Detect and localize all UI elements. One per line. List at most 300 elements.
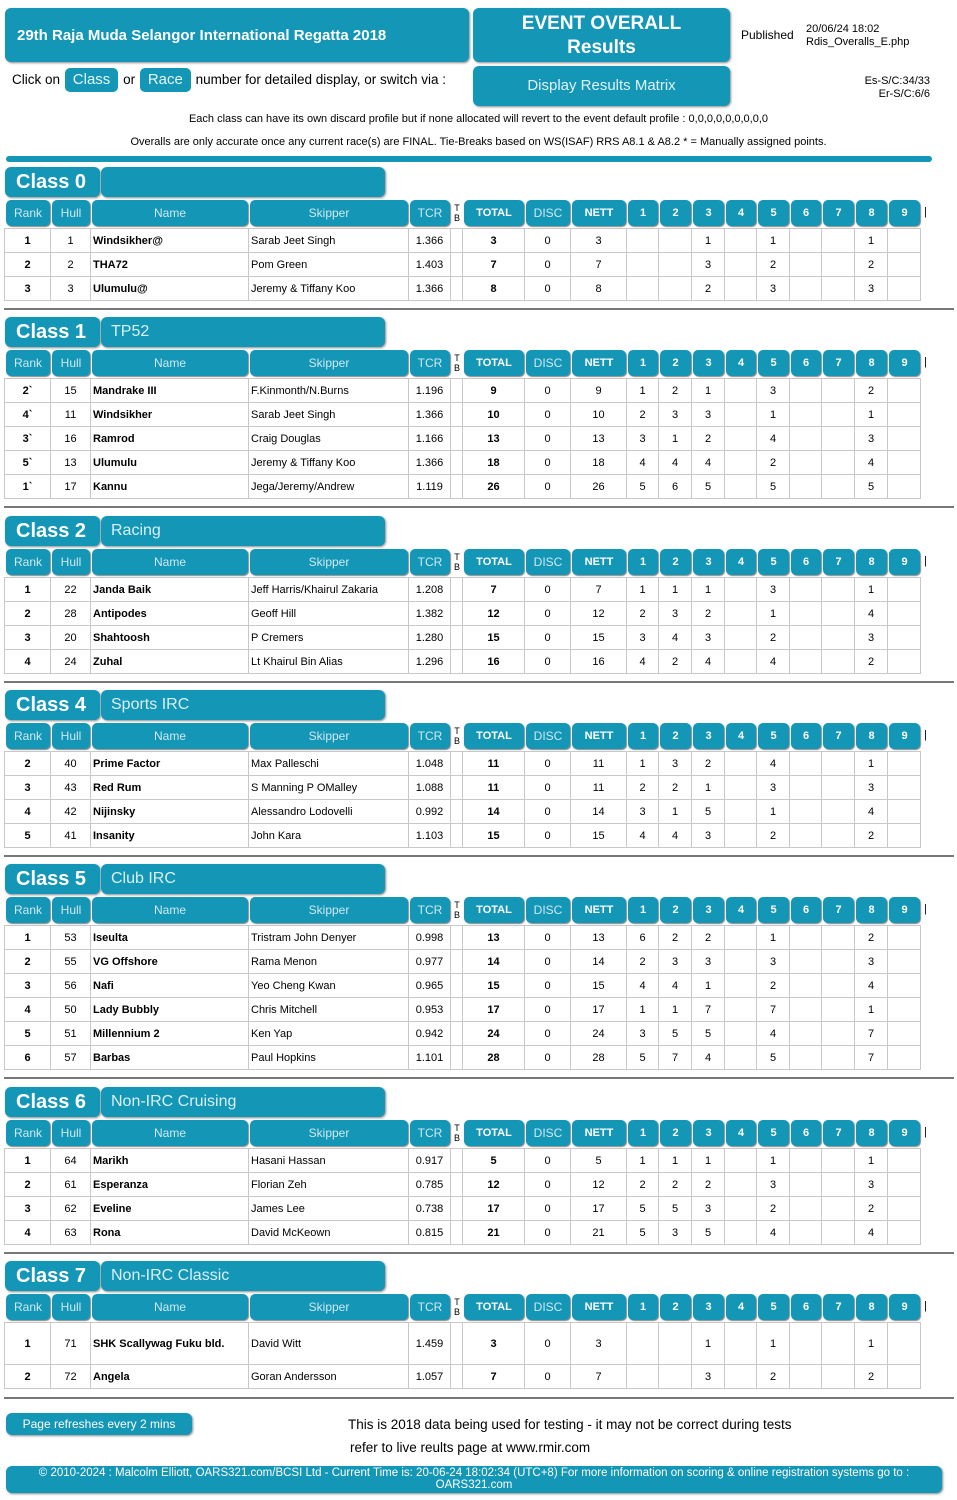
rank-header: Rank — [6, 723, 50, 749]
total-cell: 12 — [463, 602, 525, 626]
race-result-cell: 2 — [757, 974, 790, 998]
boat-name[interactable]: Angela — [91, 1365, 249, 1389]
race-result-cell: 2 — [692, 602, 725, 626]
tcr-header: TCR — [410, 1120, 450, 1146]
disc-cell: 0 — [525, 1365, 571, 1389]
tcr-cell: 1.366 — [409, 403, 451, 427]
class-number-button[interactable]: Class 4 — [5, 690, 100, 720]
tcr-cell: 1.382 — [409, 602, 451, 626]
race-1-header[interactable]: 1 — [628, 723, 658, 749]
total-cell: 3 — [463, 1323, 525, 1365]
boat-name[interactable]: Rona — [91, 1221, 249, 1245]
rank-cell: 4` — [5, 403, 51, 427]
race-7-header[interactable]: 7 — [823, 350, 854, 376]
race-result-cell: 7 — [659, 1046, 692, 1070]
race-8-header[interactable]: 8 — [856, 1294, 887, 1320]
total-cell: 15 — [463, 626, 525, 650]
boat-name[interactable]: Shahtoosh — [91, 626, 249, 650]
race-result-cell — [790, 776, 822, 800]
race-result-cell: 4 — [692, 1046, 725, 1070]
race-8-header[interactable]: 8 — [856, 200, 887, 226]
tie-break-cell — [451, 950, 463, 974]
skipper-cell: James Lee — [249, 1197, 409, 1221]
race-6-header[interactable]: 6 — [791, 1120, 821, 1146]
rank-cell: 5 — [5, 824, 51, 848]
disc-cell: 0 — [525, 403, 571, 427]
disc-header: DISC — [526, 1294, 570, 1320]
race-8-header[interactable]: 8 — [856, 1120, 887, 1146]
class-header — [4, 516, 954, 547]
class-name — [101, 167, 385, 197]
race-6-header[interactable]: 6 — [791, 350, 821, 376]
rank-cell: 2 — [5, 1173, 51, 1197]
boat-name[interactable]: Eveline — [91, 1197, 249, 1221]
hull-cell: 62 — [51, 1197, 91, 1221]
race-result-cell — [822, 475, 855, 499]
skipper-cell: David McKeown — [249, 1221, 409, 1245]
boat-name[interactable]: Esperanza — [91, 1173, 249, 1197]
nett-cell: 14 — [571, 950, 627, 974]
table-row[interactable] — [5, 1323, 921, 1365]
race-result-cell: 2 — [855, 824, 888, 848]
tie-break-cell — [451, 578, 463, 602]
race-4-header[interactable]: 4 — [726, 897, 756, 923]
total-header: TOTAL — [464, 549, 524, 575]
tie-break-header: T B — [453, 552, 460, 572]
race-2-header[interactable]: 2 — [660, 200, 691, 226]
name-header: Name — [92, 549, 248, 575]
race-result-cell — [888, 926, 921, 950]
switch-instructions — [12, 68, 446, 92]
nett-header: NETT — [572, 897, 626, 923]
race-result-cell — [888, 650, 921, 674]
total-header: TOTAL — [464, 897, 524, 923]
table-row[interactable] — [5, 451, 921, 475]
tie-break-cell — [451, 475, 463, 499]
race-result-cell — [725, 1365, 757, 1389]
race-7-header[interactable]: 7 — [823, 723, 854, 749]
disc-cell: 0 — [525, 974, 571, 998]
race-2-header[interactable]: 2 — [660, 1120, 691, 1146]
race-result-cell — [888, 475, 921, 499]
race-5-header[interactable]: 5 — [758, 350, 789, 376]
race-3-header[interactable]: 3 — [693, 549, 724, 575]
race-switch-button[interactable]: Race — [140, 68, 191, 92]
tcr-cell: 1.088 — [409, 776, 451, 800]
race-6-header[interactable]: 6 — [791, 549, 821, 575]
race-result-cell — [627, 277, 659, 301]
table-row[interactable] — [5, 1197, 921, 1221]
race-4-header[interactable]: 4 — [726, 549, 756, 575]
total-cell: 15 — [463, 974, 525, 998]
nett-cell: 21 — [571, 1221, 627, 1245]
race-result-cell: 2 — [627, 776, 659, 800]
display-results-matrix-button[interactable]: Display Results Matrix — [473, 66, 730, 106]
hull-cell: 63 — [51, 1221, 91, 1245]
tie-break-cell — [451, 427, 463, 451]
race-9-header[interactable]: 9 — [889, 200, 920, 226]
race-3-header[interactable]: 3 — [693, 897, 724, 923]
race-2-header[interactable]: 2 — [660, 549, 691, 575]
column-header-row — [4, 200, 954, 227]
hull-header: Hull — [52, 1294, 90, 1320]
race-result-cell: 1 — [855, 1323, 888, 1365]
race-5-header[interactable]: 5 — [758, 200, 789, 226]
table-row[interactable] — [5, 1365, 921, 1389]
race-result-cell: 5 — [757, 475, 790, 499]
boat-name[interactable]: Ulumulu@ — [91, 277, 249, 301]
skipper-cell: S Manning P OMalley — [249, 776, 409, 800]
table-row[interactable] — [5, 1022, 921, 1046]
hull-cell: 16 — [51, 427, 91, 451]
total-cell: 16 — [463, 650, 525, 674]
race-result-cell: 1 — [692, 578, 725, 602]
boat-name[interactable]: Iseulta — [91, 926, 249, 950]
tie-break-cell — [451, 626, 463, 650]
race-3-header[interactable]: 3 — [693, 723, 724, 749]
boat-name[interactable]: Lady Bubbly — [91, 998, 249, 1022]
table-row[interactable] — [5, 626, 921, 650]
tcr-cell: 0.965 — [409, 974, 451, 998]
total-cell: 7 — [463, 253, 525, 277]
class-number-button[interactable]: Class 1 — [5, 317, 100, 347]
boat-name[interactable]: Insanity — [91, 824, 249, 848]
race-result-cell: 4 — [692, 451, 725, 475]
column-end-marker: | — [924, 1300, 927, 1312]
page-refresh-button[interactable]: Page refreshes every 2 mins — [6, 1413, 192, 1435]
table-row[interactable] — [5, 379, 921, 403]
race-result-cell: 2 — [757, 1197, 790, 1221]
table-row[interactable] — [5, 752, 921, 776]
race-7-header[interactable]: 7 — [823, 1120, 854, 1146]
nett-header: NETT — [572, 723, 626, 749]
race-7-header[interactable]: 7 — [823, 549, 854, 575]
boat-name[interactable]: Kannu — [91, 475, 249, 499]
race-result-cell — [888, 626, 921, 650]
hull-cell: 11 — [51, 403, 91, 427]
race-8-header[interactable]: 8 — [856, 350, 887, 376]
tcr-cell: 1.296 — [409, 650, 451, 674]
table-row[interactable] — [5, 427, 921, 451]
nett-cell: 11 — [571, 752, 627, 776]
boat-name[interactable]: SHK Scallywag Fuku bld. — [91, 1323, 249, 1365]
race-result-cell — [822, 253, 855, 277]
race-result-cell — [822, 1221, 855, 1245]
race-9-header[interactable]: 9 — [889, 897, 920, 923]
table-row[interactable] — [5, 998, 921, 1022]
total-cell: 10 — [463, 403, 525, 427]
race-result-cell: 5 — [659, 1197, 692, 1221]
click-on-text: Click on — [12, 72, 61, 87]
race-result-cell: 4 — [659, 824, 692, 848]
boat-name[interactable]: THA72 — [91, 253, 249, 277]
boat-name[interactable]: VG Offshore — [91, 950, 249, 974]
class-switch-button[interactable]: Class — [65, 68, 119, 92]
race-result-cell — [822, 1173, 855, 1197]
table-row[interactable] — [5, 1221, 921, 1245]
race-result-cell: 2 — [659, 926, 692, 950]
race-6-header[interactable]: 6 — [791, 723, 821, 749]
race-result-cell — [790, 578, 822, 602]
class-number-button[interactable]: Class 2 — [5, 516, 100, 546]
race-result-cell: 3 — [627, 1022, 659, 1046]
table-row[interactable] — [5, 1173, 921, 1197]
race-result-cell: 3 — [757, 950, 790, 974]
race-6-header[interactable]: 6 — [791, 200, 821, 226]
table-row[interactable] — [5, 253, 921, 277]
disc-cell: 0 — [525, 1197, 571, 1221]
skipper-cell: Yeo Cheng Kwan — [249, 974, 409, 998]
tcr-cell: 1.057 — [409, 1365, 451, 1389]
skipper-header: Skipper — [250, 723, 408, 749]
race-1-header[interactable]: 1 — [628, 350, 658, 376]
table-row[interactable] — [5, 974, 921, 998]
race-result-cell — [888, 800, 921, 824]
race-2-header[interactable]: 2 — [660, 723, 691, 749]
race-result-cell: 2 — [855, 379, 888, 403]
overall-note: Overalls are only accurate once any current race(s) are FINAL. Tie-Breaks based on WS(ISAF) RRS A8.1 & A8.2 * = Manually assigned points. — [130, 136, 827, 148]
table-row[interactable] — [5, 475, 921, 499]
race-result-cell — [725, 1149, 757, 1173]
tcr-cell: 1.166 — [409, 427, 451, 451]
race-result-cell: 2 — [659, 650, 692, 674]
race-result-cell: 1 — [627, 1149, 659, 1173]
class-section — [4, 167, 954, 295]
race-result-cell — [790, 650, 822, 674]
table-row[interactable] — [5, 1046, 921, 1070]
race-result-cell: 4 — [692, 650, 725, 674]
race-result-cell — [725, 1323, 757, 1365]
nett-cell: 3 — [571, 1323, 627, 1365]
race-9-header[interactable]: 9 — [889, 549, 920, 575]
hull-header: Hull — [52, 897, 90, 923]
table-row[interactable] — [5, 578, 921, 602]
class-section — [4, 864, 954, 1064]
race-result-cell: 2 — [757, 626, 790, 650]
race-result-cell — [790, 403, 822, 427]
class-name: Non-IRC Cruising — [101, 1087, 385, 1117]
race-3-header[interactable]: 3 — [693, 1294, 724, 1320]
race-result-cell — [790, 752, 822, 776]
race-2-header[interactable]: 2 — [660, 1294, 691, 1320]
total-header: TOTAL — [464, 350, 524, 376]
race-4-header[interactable]: 4 — [726, 200, 756, 226]
total-cell: 9 — [463, 379, 525, 403]
total-cell: 11 — [463, 776, 525, 800]
race-1-header[interactable]: 1 — [628, 897, 658, 923]
race-8-header[interactable]: 8 — [856, 897, 887, 923]
tcr-header: TCR — [410, 549, 450, 575]
class-name: TP52 — [101, 317, 385, 347]
boat-name[interactable]: Nafi — [91, 974, 249, 998]
boat-name[interactable]: Ulumulu — [91, 451, 249, 475]
rank-cell: 3 — [5, 277, 51, 301]
race-result-cell: 6 — [659, 475, 692, 499]
race-9-header[interactable]: 9 — [889, 723, 920, 749]
race-5-header[interactable]: 5 — [758, 1294, 789, 1320]
boat-name[interactable]: Mandrake III — [91, 379, 249, 403]
race-2-header[interactable]: 2 — [660, 350, 691, 376]
boat-name[interactable]: Prime Factor — [91, 752, 249, 776]
race-2-header[interactable]: 2 — [660, 897, 691, 923]
boat-name[interactable]: Windsikher@ — [91, 229, 249, 253]
boat-name[interactable]: Janda Baik — [91, 578, 249, 602]
hull-cell: 13 — [51, 451, 91, 475]
table-row[interactable] — [5, 824, 921, 848]
class-number-button[interactable]: Class 5 — [5, 864, 100, 894]
race-result-cell: 4 — [627, 451, 659, 475]
hull-cell: 56 — [51, 974, 91, 998]
boat-name[interactable]: Marikh — [91, 1149, 249, 1173]
race-1-header[interactable]: 1 — [628, 1120, 658, 1146]
race-result-cell — [888, 1197, 921, 1221]
race-5-header[interactable]: 5 — [758, 1120, 789, 1146]
race-9-header[interactable]: 9 — [889, 1294, 920, 1320]
race-result-cell: 3 — [627, 626, 659, 650]
race-8-header[interactable]: 8 — [856, 723, 887, 749]
rank-cell: 3 — [5, 776, 51, 800]
hull-cell: 64 — [51, 1149, 91, 1173]
race-1-header[interactable]: 1 — [628, 549, 658, 575]
race-1-header[interactable]: 1 — [628, 1294, 658, 1320]
race-9-header[interactable]: 9 — [889, 1120, 920, 1146]
boat-name[interactable]: Millennium 2 — [91, 1022, 249, 1046]
class-number-button[interactable]: Class 0 — [5, 167, 100, 197]
table-row[interactable] — [5, 950, 921, 974]
race-result-cell: 3 — [627, 800, 659, 824]
race-4-header[interactable]: 4 — [726, 350, 756, 376]
skipper-cell: Jeff Harris/Khairul Zakaria — [249, 578, 409, 602]
race-result-cell: 3 — [855, 277, 888, 301]
skipper-header: Skipper — [250, 549, 408, 575]
boat-name[interactable]: Barbas — [91, 1046, 249, 1070]
race-result-cell: 4 — [757, 650, 790, 674]
race-result-cell — [822, 427, 855, 451]
race-result-cell — [822, 1365, 855, 1389]
race-7-header[interactable]: 7 — [823, 897, 854, 923]
tie-break-cell — [451, 277, 463, 301]
table-row[interactable] — [5, 776, 921, 800]
disc-cell: 0 — [525, 800, 571, 824]
race-5-header[interactable]: 5 — [758, 549, 789, 575]
race-6-header[interactable]: 6 — [791, 897, 821, 923]
disc-cell: 0 — [525, 379, 571, 403]
race-3-header[interactable]: 3 — [693, 200, 724, 226]
class-number-button[interactable]: Class 6 — [5, 1087, 100, 1117]
total-header: TOTAL — [464, 723, 524, 749]
race-result-cell: 3 — [659, 403, 692, 427]
race-result-cell — [790, 427, 822, 451]
event-title: 29th Raja Muda Selangor International Regatta 2018 — [5, 8, 469, 62]
table-row[interactable] — [5, 403, 921, 427]
tie-break-cell — [451, 800, 463, 824]
disc-cell: 0 — [525, 752, 571, 776]
test-note: This is 2018 data being used for testing - it may not be correct during tests — [348, 1417, 792, 1432]
total-cell: 13 — [463, 926, 525, 950]
race-4-header[interactable]: 4 — [726, 1294, 756, 1320]
boat-name[interactable]: Zuhal — [91, 650, 249, 674]
race-result-cell: 3 — [855, 626, 888, 650]
race-result-cell: 1 — [627, 752, 659, 776]
race-7-header[interactable]: 7 — [823, 200, 854, 226]
race-result-cell: 1 — [757, 229, 790, 253]
race-result-cell — [888, 1173, 921, 1197]
race-4-header[interactable]: 4 — [726, 723, 756, 749]
race-5-header[interactable]: 5 — [758, 723, 789, 749]
race-result-cell: 4 — [855, 451, 888, 475]
race-result-cell: 3 — [855, 427, 888, 451]
table-row[interactable] — [5, 1149, 921, 1173]
race-result-cell — [822, 776, 855, 800]
race-result-cell — [888, 974, 921, 998]
disc-cell: 0 — [525, 1173, 571, 1197]
race-1-header[interactable]: 1 — [628, 200, 658, 226]
race-6-header[interactable]: 6 — [791, 1294, 821, 1320]
race-result-cell — [822, 578, 855, 602]
table-row[interactable] — [5, 602, 921, 626]
skipper-cell: Jeremy & Tiffany Koo — [249, 277, 409, 301]
table-row[interactable] — [5, 926, 921, 950]
skipper-cell: John Kara — [249, 824, 409, 848]
boat-name[interactable]: Windsikher — [91, 403, 249, 427]
tie-break-header: T B — [453, 353, 460, 373]
rank-cell: 1 — [5, 926, 51, 950]
race-7-header[interactable]: 7 — [823, 1294, 854, 1320]
race-3-header[interactable]: 3 — [693, 350, 724, 376]
total-header: TOTAL — [464, 1294, 524, 1320]
class-number-button[interactable]: Class 7 — [5, 1261, 100, 1291]
rank-header: Rank — [6, 1120, 50, 1146]
race-5-header[interactable]: 5 — [758, 897, 789, 923]
table-row[interactable] — [5, 229, 921, 253]
race-result-cell: 1 — [627, 578, 659, 602]
race-result-cell: 7 — [855, 1022, 888, 1046]
rank-cell: 5 — [5, 1022, 51, 1046]
boat-name[interactable]: Nijinsky — [91, 800, 249, 824]
boat-name[interactable]: Ramrod — [91, 427, 249, 451]
table-row[interactable] — [5, 800, 921, 824]
race-8-header[interactable]: 8 — [856, 549, 887, 575]
race-4-header[interactable]: 4 — [726, 1120, 756, 1146]
hull-cell: 55 — [51, 950, 91, 974]
skipper-cell: Paul Hopkins — [249, 1046, 409, 1070]
name-header: Name — [92, 200, 248, 226]
boat-name[interactable]: Red Rum — [91, 776, 249, 800]
skipper-cell: Jega/Jeremy/Andrew — [249, 475, 409, 499]
tie-break-cell — [451, 1197, 463, 1221]
race-result-cell: 2 — [627, 950, 659, 974]
table-row[interactable] — [5, 650, 921, 674]
hull-cell: 43 — [51, 776, 91, 800]
boat-name[interactable]: Antipodes — [91, 602, 249, 626]
race-result-cell — [790, 1149, 822, 1173]
race-9-header[interactable]: 9 — [889, 350, 920, 376]
tie-break-cell — [451, 1022, 463, 1046]
race-result-cell: 4 — [659, 974, 692, 998]
tie-break-cell — [451, 926, 463, 950]
column-header-row — [4, 1294, 954, 1321]
race-result-cell — [888, 1022, 921, 1046]
race-3-header[interactable]: 3 — [693, 1120, 724, 1146]
tie-break-header: T B — [453, 726, 460, 746]
table-row[interactable] — [5, 277, 921, 301]
results-table — [4, 925, 921, 1070]
skipper-header: Skipper — [250, 350, 408, 376]
race-result-cell: 3 — [692, 824, 725, 848]
nett-cell: 15 — [571, 626, 627, 650]
race-result-cell — [725, 1221, 757, 1245]
race-result-cell — [659, 1323, 692, 1365]
